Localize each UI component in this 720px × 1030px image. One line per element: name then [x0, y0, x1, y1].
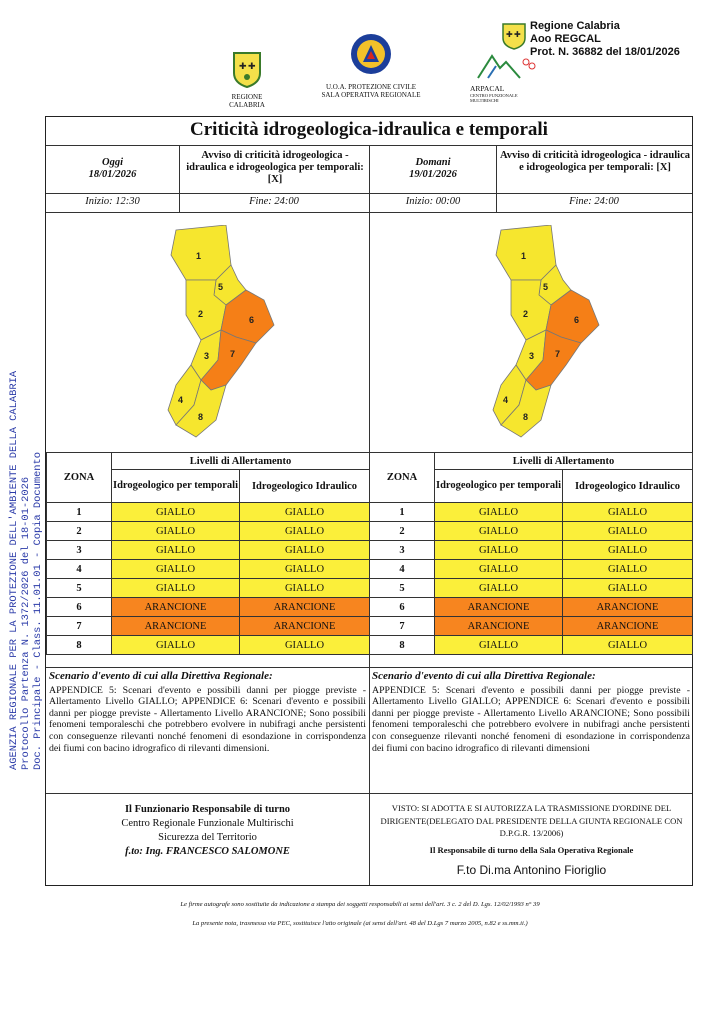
tomorrow-map-label-5: 5 [543, 282, 549, 292]
tomorrow-map-shapes [493, 225, 599, 437]
today-temporali-level: GIALLO [112, 636, 240, 655]
today-zona-cell: 4 [47, 560, 112, 579]
today-row-zone-8 [47, 636, 370, 655]
today-zona-cell: 3 [47, 541, 112, 560]
tomorrow-row-zone-1 [370, 503, 693, 522]
tomorrow-map-label-3: 3 [529, 351, 535, 361]
svg-text:✚: ✚ [506, 30, 513, 39]
today-zone-map [146, 225, 286, 445]
today-temporali-level: ARANCIONE [112, 617, 240, 636]
today-livelli-header: Livelli di Allertamento [112, 453, 370, 470]
today-idraulico-level: GIALLO [240, 636, 370, 655]
tomorrow-idraulico-level: ARANCIONE [563, 617, 693, 636]
today-rows [47, 503, 370, 655]
tomorrow-map-label-1: 1 [521, 251, 527, 261]
tomorrow-scenario [372, 671, 690, 754]
today-col2-header: Idrogeologico Idraulico [240, 470, 370, 503]
tomorrow-map-label-4: 4 [503, 395, 509, 405]
sig-left-line2: Centro Regionale Funzionale Multirischi [121, 818, 294, 829]
today-row-zone-7 [47, 617, 370, 636]
today-zona-cell: 1 [47, 503, 112, 522]
tomorrow-idraulico-level: GIALLO [563, 541, 693, 560]
tomorrow-avviso: Avviso di criticità idrogeologica - idraulica e idrogeologica per temporali: [X] [499, 150, 691, 173]
tomorrow-rows [370, 503, 693, 655]
today-map-label-2: 2 [198, 309, 204, 319]
tomorrow-zona-header: ZONA [370, 453, 435, 503]
protocol-line1: Regione Calabria [530, 20, 620, 32]
tomorrow-idraulico-level: GIALLO [563, 579, 693, 598]
today-map-label-7: 7 [230, 349, 236, 359]
tomorrow-row-zone-5 [370, 579, 693, 598]
today-temporali-level: GIALLO [112, 522, 240, 541]
today-idraulico-level: GIALLO [240, 560, 370, 579]
regione-calabria-logo [215, 50, 279, 109]
footer-line1: Le firme autografe sono sostituite da indicazione a stampa dei soggetti responsabili ai sensi dell'art. 3 c. 2 del D. Lgs. 12/02/1993 n° 39 [180, 901, 540, 908]
tomorrow-zona-cell: 2 [370, 522, 435, 541]
tomorrow-zona-cell: 1 [370, 503, 435, 522]
tomorrow-temporali-level: ARANCIONE [435, 598, 563, 617]
tomorrow-end: Fine: 24:00 [569, 196, 619, 207]
sig-left-line4: f.to: Ing. FRANCESCO SALOMONE [125, 846, 290, 857]
today-temporali-level: GIALLO [112, 503, 240, 522]
regione-calabria-label: REGIONE CALABRIA [229, 93, 265, 109]
svg-text:✚: ✚ [514, 30, 521, 39]
tomorrow-row-zone-6 [370, 598, 693, 617]
today-idraulico-level: ARANCIONE [240, 617, 370, 636]
tomorrow-zona-cell: 5 [370, 579, 435, 598]
tomorrow-temporali-level: GIALLO [435, 541, 563, 560]
bulletin-title: Criticità idrogeologica-idraulica e temporali [190, 119, 548, 140]
today-zona-cell: 7 [47, 617, 112, 636]
tomorrow-idraulico-level: GIALLO [563, 522, 693, 541]
today-zona-header: ZONA [47, 453, 112, 503]
today-idraulico-level: GIALLO [240, 579, 370, 598]
protocol-line2: Aoo REGCAL [530, 33, 601, 45]
tomorrow-zona-cell: 8 [370, 636, 435, 655]
sig-right-visto: VISTO: SI ADOTTA E SI AUTORIZZA LA TRASMISSIONE D'ORDINE DEL DIRIGENTE(DELEGATO DAL PRESIDENTE DELLA GIUNTA REGIONALE CON D.P.G.R. 13/2006) [380, 803, 683, 838]
stamp-line3: Doc. Principale - Class. 11.01.01 - Copia Documento [32, 451, 44, 770]
sig-left-line1: Il Funzionario Responsabile di turno [124, 804, 291, 815]
tomorrow-map-label-8: 8 [523, 412, 529, 422]
tomorrow-row-zone-2 [370, 522, 693, 541]
today-map-label-8: 8 [198, 412, 204, 422]
tomorrow-map-label-6: 6 [574, 315, 580, 325]
tomorrow-row-zone-4 [370, 560, 693, 579]
today-temporali-level: ARANCIONE [112, 598, 240, 617]
sig-left-line3: Sicurezza del Territorio [158, 832, 257, 843]
today-zona-cell: 8 [47, 636, 112, 655]
sig-right-responsabile: Il Responsabile di turno della Sala Operativa Regionale [429, 844, 634, 855]
regione-calabria-crest-icon [215, 50, 279, 88]
today-start: Inizio: 12:30 [85, 196, 140, 207]
today-col1-header: Idrogeologico per temporali [112, 470, 240, 503]
protezione-civile-line2: SALA OPERATIVA REGIONALE [321, 91, 421, 99]
protocol-line3: Prot. N. 36882 del 18/01/2026 [530, 46, 680, 58]
stamp-line2: Protocollo Partenza N. 1372/2026 del 18-01-2026 [20, 476, 32, 770]
arpacal-label: ARPACAL [470, 84, 505, 93]
tomorrow-scenario-title: Scenario d'evento di cui alla Direttiva Regionale: [372, 670, 596, 682]
today-row-zone-4 [47, 560, 370, 579]
tomorrow-livelli-header: Livelli di Allertamento [435, 453, 693, 470]
tomorrow-temporali-level: GIALLO [435, 579, 563, 598]
tomorrow-idraulico-level: ARANCIONE [563, 598, 693, 617]
bulletin-frame [45, 116, 693, 886]
today-date: 18/01/2026 [88, 169, 137, 180]
tomorrow-temporali-level: GIALLO [435, 560, 563, 579]
today-idraulico-level: GIALLO [240, 522, 370, 541]
tomorrow-zona-cell: 3 [370, 541, 435, 560]
today-map-label-6: 6 [249, 315, 255, 325]
today-scenario [49, 671, 366, 754]
today-avviso: Avviso di criticità idrogeologica - idraulica e idrogeologica per temporali: [X] [186, 150, 364, 185]
today-scenario-text: APPENDICE 5: Scenari d'evento e possibili danni per piogge previste - Allertamento Livello GIALLO; APPENDICE 6: Scenari d'evento e possibili danni per piogge previste - Allertamento Livello ARANCIONE; Sono possibili fenomeni temporaleschi che potrebbero evolvere in nubifragi anche persistenti con conseguenze rilevanti nonché fenomeni di esondazione in corrispondenza dei fiumi con bacino idrografico di rilevanti dimensioni. [49, 684, 366, 754]
today-zona-cell: 6 [47, 598, 112, 617]
protocol-crest-icon [500, 22, 528, 50]
tomorrow-zona-cell: 7 [370, 617, 435, 636]
tomorrow-temporali-level: GIALLO [435, 522, 563, 541]
protezione-civile-emblem-icon [312, 32, 430, 78]
today-zona-cell: 5 [47, 579, 112, 598]
protocol-stamp [530, 20, 680, 59]
today-row-zone-3 [47, 541, 370, 560]
tomorrow-date: 19/01/2026 [409, 169, 457, 180]
tomorrow-col1-header: Idrogeologico per temporali [435, 470, 563, 503]
today-alert-table [46, 452, 370, 655]
tomorrow-row-zone-7 [370, 617, 693, 636]
today-zona-cell: 2 [47, 522, 112, 541]
today-idraulico-level: GIALLO [240, 503, 370, 522]
signature-left [46, 803, 369, 859]
today-scenario-title: Scenario d'evento di cui alla Direttiva Regionale: [49, 670, 273, 682]
today-label-block [46, 157, 179, 181]
tomorrow-temporali-level: ARANCIONE [435, 617, 563, 636]
tomorrow-idraulico-level: GIALLO [563, 636, 693, 655]
today-row-zone-6 [47, 598, 370, 617]
tomorrow-label: Domani [415, 157, 451, 168]
stamp-line1: AGENZIA REGIONALE PER LA PROTEZIONE DELL'AMBIENTE DELLA CALABRIA [8, 370, 20, 770]
arpacal-sublabel: CENTRO FUNZIONALE MULTIRISCHI [470, 93, 518, 103]
svg-text:✚: ✚ [239, 62, 247, 72]
today-idraulico-level: ARANCIONE [240, 598, 370, 617]
today-map-label-3: 3 [204, 351, 210, 361]
tomorrow-label-block [370, 157, 496, 181]
protezione-civile-logo [312, 32, 430, 102]
tomorrow-map-label-7: 7 [555, 349, 561, 359]
tomorrow-map-label-2: 2 [523, 309, 529, 319]
today-map-label-1: 1 [196, 251, 202, 261]
today-map-shapes [168, 225, 274, 437]
footer-line2: La presente nota, trasmessa via PEC, sostituisce l'atto originale (ai sensi dell'art. 48 del D.Lgs 7 marzo 2005, n.82 e ss.mm.ii.) [192, 920, 528, 927]
sig-right-name: F.to Di.ma Antonino Fioriglio [456, 863, 607, 877]
tomorrow-scenario-text: APPENDICE 5: Scenari d'evento e possibili danni per piogge previste - Allertamento Livello GIALLO; APPENDICE 6: Scenari d'evento e possibili danni per piogge previste - Allertamento Livello ARANCIONE; Sono possibili fenomeni temporaleschi che potrebbero evolvere in nubifragi anche persistenti con conseguenze rilevanti nonché fenomeni di esondazione in corrispondenza dei fiumi con bacino idrografico di rilevanti dimensioni [372, 684, 690, 754]
protezione-civile-line1: U.O.A. PROTEZIONE CIVILE [325, 83, 416, 91]
today-end: Fine: 24:00 [249, 196, 299, 207]
today-map-label-4: 4 [178, 395, 184, 405]
tomorrow-alert-table [369, 452, 693, 655]
tomorrow-row-zone-8 [370, 636, 693, 655]
today-row-zone-1 [47, 503, 370, 522]
signature-right [379, 802, 684, 877]
tomorrow-zona-cell: 6 [370, 598, 435, 617]
today-row-zone-5 [47, 579, 370, 598]
today-temporali-level: GIALLO [112, 579, 240, 598]
today-map-label-5: 5 [218, 282, 224, 292]
tomorrow-zona-cell: 4 [370, 560, 435, 579]
tomorrow-col2-header: Idrogeologico Idraulico [563, 470, 693, 503]
today-idraulico-level: GIALLO [240, 541, 370, 560]
today-temporali-level: GIALLO [112, 560, 240, 579]
today-row-zone-2 [47, 522, 370, 541]
today-temporali-level: GIALLO [112, 541, 240, 560]
svg-text:✚: ✚ [248, 62, 256, 72]
today-label: Oggi [102, 157, 123, 168]
tomorrow-start: Inizio: 00:00 [405, 196, 461, 207]
tomorrow-idraulico-level: GIALLO [563, 560, 693, 579]
tomorrow-idraulico-level: GIALLO [563, 503, 693, 522]
tomorrow-temporali-level: GIALLO [435, 503, 563, 522]
tomorrow-temporali-level: GIALLO [435, 636, 563, 655]
tomorrow-zone-map [471, 225, 611, 445]
tomorrow-row-zone-3 [370, 541, 693, 560]
